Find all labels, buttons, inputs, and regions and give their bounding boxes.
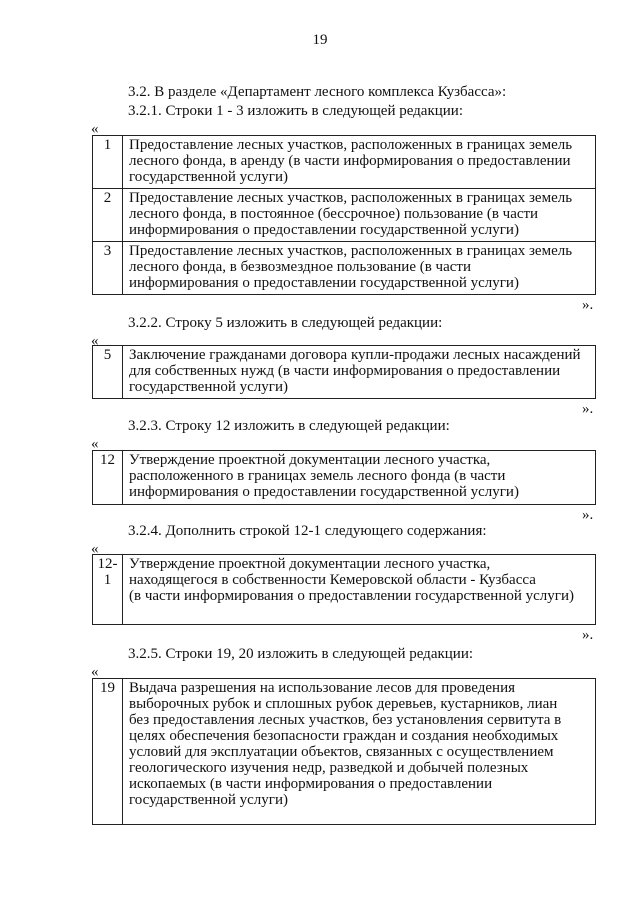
row-text: [123, 242, 596, 295]
subsection-3-2-1: 3.2.1. Строки 1 - 3 изложить в следующей редакции:: [128, 103, 464, 119]
row-text-line: целях обеспечения безопасности граждан и создания необходимых: [129, 728, 559, 744]
page-number: 19: [312, 32, 328, 48]
quote-close: ».: [582, 297, 594, 313]
row-number: 12: [93, 451, 123, 505]
row-number: 3: [93, 242, 123, 295]
row-text-line: (в части информирования о предоставлении государственной услуги): [129, 588, 574, 604]
subsection-3-2-5: 3.2.5. Строки 19, 20 изложить в следующей редакции:: [128, 646, 474, 662]
table-row: [93, 189, 596, 242]
row-text-line: Выдача разрешения на использование лесов для проведения: [129, 680, 515, 696]
row-text-line: для собственных нужд (в части информирования о предоставлении: [129, 363, 561, 379]
row-text: [123, 189, 596, 242]
table-row-5: [92, 345, 596, 399]
row-text-line: выборочных рубок и сплошных рубок деревьев, кустарников, лиан: [129, 696, 558, 712]
row-text-line: государственной услуги): [129, 169, 288, 185]
table-row-12: [92, 450, 596, 505]
table-row: [93, 346, 596, 399]
row-text-line: Предоставление лесных участков, расположенных в границах земель: [129, 137, 573, 153]
section-heading: 3.2. В разделе «Департамент лесного комплекса Кузбасса»:: [128, 84, 507, 100]
row-text-line: находящегося в собственности Кемеровской области - Кузбасса: [129, 572, 536, 588]
row-text-line: информирования о предоставлении государственной услуги): [129, 222, 519, 238]
row-text-line: Утверждение проектной документации лесного участка,: [129, 556, 491, 572]
row-text-line: лесного фонда, в безвозмездное пользование (в части: [129, 259, 471, 275]
row-text-line: информирования о предоставлении государственной услуги): [129, 484, 519, 500]
table-row: [93, 555, 596, 625]
table-row: [93, 451, 596, 505]
table-row-12-1: [92, 554, 596, 625]
row-text: [123, 679, 596, 825]
quote-open: «: [91, 333, 99, 349]
quote-close: ».: [582, 507, 594, 523]
table-row-19: [92, 678, 596, 825]
quote-close: ».: [582, 401, 594, 417]
row-text-line: без предоставления лесных участков, без установления сервитута в: [129, 712, 562, 728]
row-number: 12-1: [93, 555, 123, 625]
row-number: 5: [93, 346, 123, 399]
subsection-3-2-2: 3.2.2. Строку 5 изложить в следующей редакции:: [128, 315, 443, 331]
table-row: [93, 136, 596, 189]
row-number: 1: [93, 136, 123, 189]
subsection-3-2-4: 3.2.4. Дополнить строкой 12-1 следующего содержания:: [128, 523, 487, 539]
row-text-line: геологического изучения недр, разведкой и добычей полезных: [129, 760, 529, 776]
quote-open: «: [91, 436, 99, 452]
row-text-line: условий для эксплуатации объектов, связанных с осуществлением: [129, 744, 554, 760]
row-number: 2: [93, 189, 123, 242]
row-text: [123, 136, 596, 189]
row-number: 19: [93, 679, 123, 825]
quote-open: «: [91, 664, 99, 680]
row-text-line: информирования о предоставлении государственной услуги): [129, 275, 519, 291]
row-text-line: лесного фонда, в постоянное (бессрочное) пользование (в части: [129, 206, 539, 222]
row-text-line: ископаемых (в части информирования о предоставлении: [129, 776, 493, 792]
row-text-line: расположенного в границах земель лесного фонда (в части: [129, 468, 506, 484]
row-text-line: государственной услуги): [129, 792, 288, 808]
row-text-line: государственной услуги): [129, 379, 288, 395]
row-text-line: Предоставление лесных участков, расположенных в границах земель: [129, 243, 573, 259]
quote-open: «: [91, 121, 99, 137]
row-text-line: Заключение гражданами договора купли-продажи лесных насаждений: [129, 347, 581, 363]
quote-open: «: [91, 541, 99, 557]
table-row: [93, 679, 596, 825]
row-text-line: лесного фонда, в аренду (в части информирования о предоставлении: [129, 153, 571, 169]
row-text-line: Предоставление лесных участков, расположенных в границах земель: [129, 190, 573, 206]
row-text: [123, 555, 596, 625]
row-text: [123, 451, 596, 505]
table-row: [93, 242, 596, 295]
quote-close: ».: [582, 627, 594, 643]
row-text: [123, 346, 596, 399]
row-text-line: Утверждение проектной документации лесного участка,: [129, 452, 491, 468]
subsection-3-2-3: 3.2.3. Строку 12 изложить в следующей редакции:: [128, 418, 450, 434]
table-rows-1-3: [92, 135, 596, 295]
